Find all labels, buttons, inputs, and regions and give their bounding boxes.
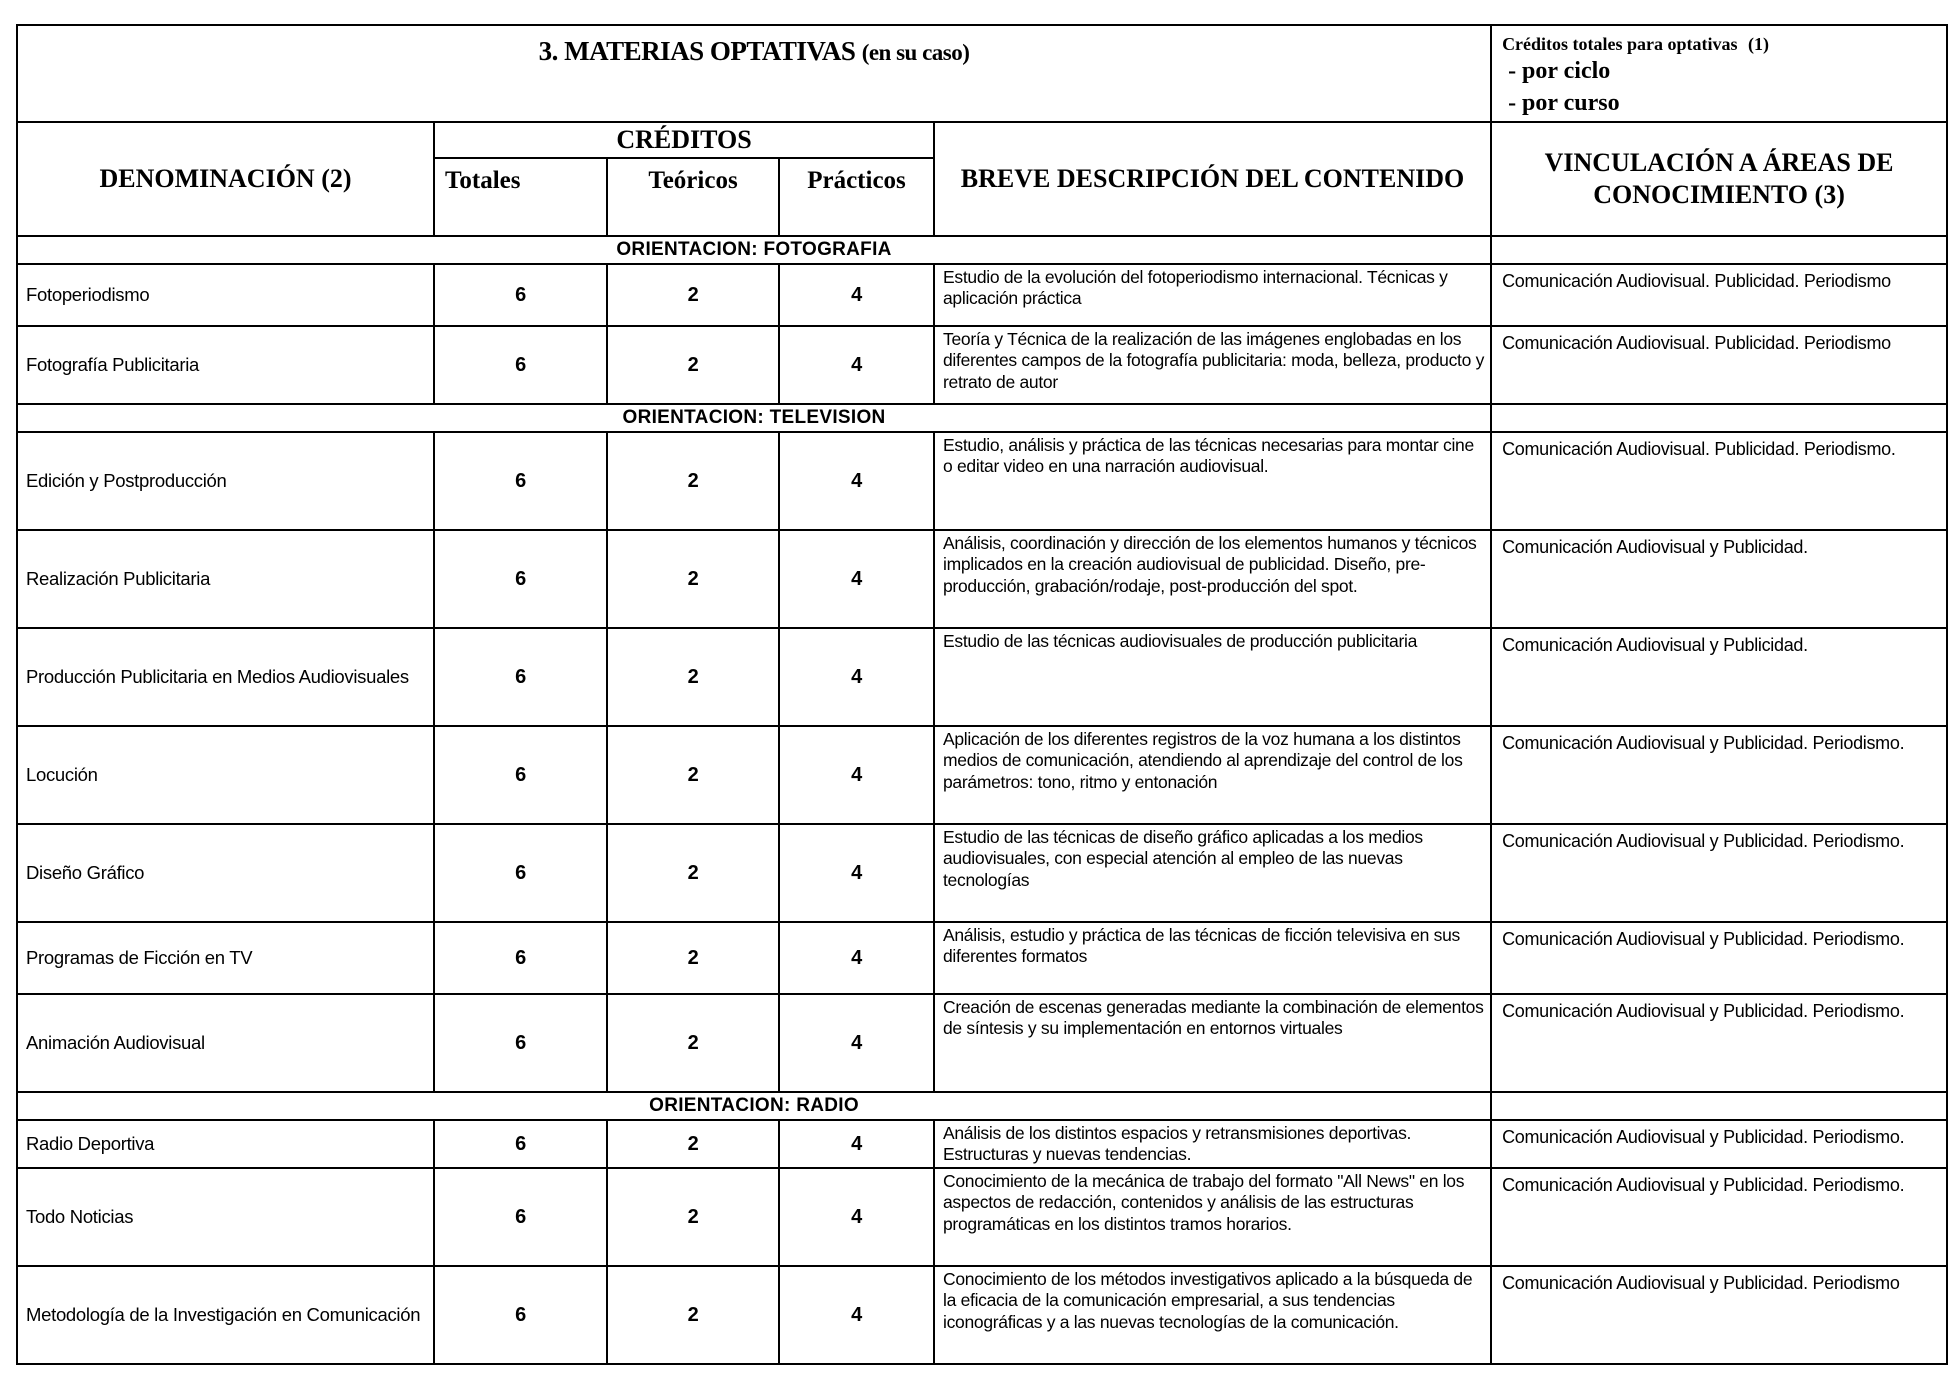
subject-name: Producción Publicitaria en Medios Audiovisuales xyxy=(17,628,434,726)
creditos-totales: 6 xyxy=(434,1266,607,1364)
table-row xyxy=(17,264,1947,326)
creditos-teoricos: 2 xyxy=(607,824,779,922)
creditos-totales: 6 xyxy=(434,922,607,994)
header-denominacion: DENOMINACIÓN (2) xyxy=(17,122,434,236)
creditos-teoricos: 2 xyxy=(607,530,779,628)
creditos-practicos: 4 xyxy=(779,1266,934,1364)
knowledge-areas: Comunicación Audiovisual. Publicidad. Periodismo xyxy=(1491,326,1947,404)
subject-name: Edición y Postproducción xyxy=(17,432,434,530)
knowledge-areas: Comunicación Audiovisual y Publicidad. Periodismo xyxy=(1491,1266,1947,1364)
subject-name: Locución xyxy=(17,726,434,824)
creditos-teoricos: 2 xyxy=(607,264,779,326)
knowledge-areas: Comunicación Audiovisual y Publicidad. Periodismo. xyxy=(1491,726,1947,824)
table-row xyxy=(17,824,1947,922)
subject-description: Conocimiento de los métodos investigativos aplicado a la búsqueda de la eficacia de la comunicación empresarial, a sus tendencias iconográficas y a las nuevas tecnologías de la comunicación. xyxy=(934,1266,1491,1364)
table-row xyxy=(17,726,1947,824)
table-row xyxy=(17,628,1947,726)
creditos-totales: 6 xyxy=(434,432,607,530)
creditos-totales: 6 xyxy=(434,628,607,726)
creditos-practicos: 4 xyxy=(779,994,934,1092)
header-creditos: CRÉDITOS xyxy=(434,122,934,158)
creditos-practicos: 4 xyxy=(779,922,934,994)
orientation-empty-cell xyxy=(1491,1092,1947,1120)
subject-name: Metodología de la Investigación en Comunicación xyxy=(17,1266,434,1364)
por-ciclo-label: - por ciclo xyxy=(1508,57,1611,84)
creditos-practicos: 4 xyxy=(779,264,934,326)
creditos-totales: 6 xyxy=(434,326,607,404)
creditos-totales: 6 xyxy=(434,994,607,1092)
creditos-totales: 6 xyxy=(434,1168,607,1266)
subject-description: Teoría y Técnica de la realización de las imágenes englobadas en los diferentes campos de la fotografía publicitaria: moda, belleza, producto y retrato de autor xyxy=(934,326,1491,404)
knowledge-areas: Comunicación Audiovisual. Publicidad. Periodismo xyxy=(1491,264,1947,326)
table-row xyxy=(17,1120,1947,1168)
orientation-empty-cell xyxy=(1491,236,1947,264)
knowledge-areas: Comunicación Audiovisual y Publicidad. Periodismo. xyxy=(1491,824,1947,922)
creditos-totales: 6 xyxy=(434,726,607,824)
subject-name: Diseño Gráfico xyxy=(17,824,434,922)
creditos-teoricos: 2 xyxy=(607,726,779,824)
creditos-totales-note: (1) xyxy=(1748,34,1770,54)
orientation-empty-cell xyxy=(1491,404,1947,432)
creditos-totales-label: Créditos totales para optativas xyxy=(1502,34,1738,54)
creditos-teoricos: 2 xyxy=(607,326,779,404)
creditos-totales: 6 xyxy=(434,824,607,922)
creditos-practicos: 4 xyxy=(779,628,934,726)
knowledge-areas: Comunicación Audiovisual y Publicidad. Periodismo. xyxy=(1491,1168,1947,1266)
orientation-label: ORIENTACION: FOTOGRAFIA xyxy=(17,236,1491,264)
table-row xyxy=(17,922,1947,994)
creditos-practicos: 4 xyxy=(779,1168,934,1266)
header-descripcion: BREVE DESCRIPCIÓN DEL CONTENIDO xyxy=(934,122,1491,236)
creditos-totales: 6 xyxy=(434,264,607,326)
creditos-totales: 6 xyxy=(434,530,607,628)
creditos-teoricos: 2 xyxy=(607,1120,779,1168)
table-body xyxy=(17,25,1947,1364)
title-row xyxy=(17,25,1947,122)
creditos-practicos: 4 xyxy=(779,726,934,824)
page-title-suffix: (en su caso) xyxy=(861,40,970,65)
header-row-1 xyxy=(17,122,1947,158)
subject-description: Estudio de la evolución del fotoperiodismo internacional. Técnicas y aplicación práctica xyxy=(934,264,1491,326)
table-row xyxy=(17,1168,1947,1266)
subject-description: Estudio, análisis y práctica de las técnicas necesarias para montar cine o editar video en una narración audiovisual. xyxy=(934,432,1491,530)
creditos-practicos: 4 xyxy=(779,432,934,530)
orientation-label: ORIENTACION: RADIO xyxy=(17,1092,1491,1120)
subject-name: Radio Deportiva xyxy=(17,1120,434,1168)
subject-description: Conocimiento de la mecánica de trabajo del formato "All News" en los aspectos de redacción, contenidos y análisis de las estructuras programáticas en los distintos tramos horarios. xyxy=(934,1168,1491,1266)
creditos-teoricos: 2 xyxy=(607,1266,779,1364)
subject-name: Realización Publicitaria xyxy=(17,530,434,628)
subject-name: Fotoperiodismo xyxy=(17,264,434,326)
table-row xyxy=(17,994,1947,1092)
table-row xyxy=(17,326,1947,404)
knowledge-areas: Comunicación Audiovisual. Publicidad. Periodismo. xyxy=(1491,432,1947,530)
table-row xyxy=(17,1266,1947,1364)
creditos-teoricos: 2 xyxy=(607,432,779,530)
table-row xyxy=(17,530,1947,628)
page-title-main: 3. MATERIAS OPTATIVAS xyxy=(538,36,856,66)
creditos-teoricos: 2 xyxy=(607,628,779,726)
subject-description: Análisis, coordinación y dirección de los elementos humanos y técnicos implicados en la creación audiovisual de publicidad. Diseño, pre-producción, grabación/rodaje, post-producción del spot. xyxy=(934,530,1491,628)
orientation-row xyxy=(17,1092,1947,1120)
subject-description: Estudio de las técnicas audiovisuales de producción publicitaria xyxy=(934,628,1491,726)
page-title xyxy=(17,25,1491,122)
subject-name: Fotografía Publicitaria xyxy=(17,326,434,404)
knowledge-areas: Comunicación Audiovisual y Publicidad. Periodismo. xyxy=(1491,922,1947,994)
subject-name: Animación Audiovisual xyxy=(17,994,434,1092)
subject-description: Creación de escenas generadas mediante la combinación de elementos de síntesis y su implementación en entornos virtuales xyxy=(934,994,1491,1092)
orientation-row xyxy=(17,236,1947,264)
subject-name: Todo Noticias xyxy=(17,1168,434,1266)
knowledge-areas: Comunicación Audiovisual y Publicidad. Periodismo. xyxy=(1491,994,1947,1092)
creditos-teoricos: 2 xyxy=(607,1168,779,1266)
knowledge-areas: Comunicación Audiovisual y Publicidad. xyxy=(1491,530,1947,628)
table-row xyxy=(17,432,1947,530)
knowledge-areas: Comunicación Audiovisual y Publicidad. Periodismo. xyxy=(1491,1120,1947,1168)
subject-description: Estudio de las técnicas de diseño gráfico aplicadas a los medios audiovisuales, con especial atención al empleo de las nuevas tecnologías xyxy=(934,824,1491,922)
creditos-teoricos: 2 xyxy=(607,994,779,1092)
creditos-practicos: 4 xyxy=(779,326,934,404)
subject-description: Análisis, estudio y práctica de las técnicas de ficción televisiva en sus diferentes formatos xyxy=(934,922,1491,994)
creditos-teoricos: 2 xyxy=(607,922,779,994)
orientation-label: ORIENTACION: TELEVISION xyxy=(17,404,1491,432)
header-teoricos: Teóricos xyxy=(607,158,779,236)
creditos-totales-box xyxy=(1491,25,1947,122)
creditos-practicos: 4 xyxy=(779,530,934,628)
header-vinculacion: VINCULACIÓN A ÁREAS DE CONOCIMIENTO (3) xyxy=(1491,122,1947,236)
knowledge-areas: Comunicación Audiovisual y Publicidad. xyxy=(1491,628,1947,726)
creditos-practicos: 4 xyxy=(779,824,934,922)
por-curso-label: - por curso xyxy=(1508,90,1620,117)
subject-name: Programas de Ficción en TV xyxy=(17,922,434,994)
creditos-totales: 6 xyxy=(434,1120,607,1168)
header-totales: Totales xyxy=(434,158,607,236)
subject-description: Aplicación de los diferentes registros de la voz humana a los distintos medios de comunicación, atendiendo al aprendizaje del control de los parámetros: tono, ritmo y entonación xyxy=(934,726,1491,824)
subject-description: Análisis de los distintos espacios y retransmisiones deportivas. Estructuras y nuevas tendencias. xyxy=(934,1120,1491,1168)
header-practicos: Prácticos xyxy=(779,158,934,236)
materias-optativas-table xyxy=(16,24,1948,1365)
orientation-row xyxy=(17,404,1947,432)
creditos-practicos: 4 xyxy=(779,1120,934,1168)
